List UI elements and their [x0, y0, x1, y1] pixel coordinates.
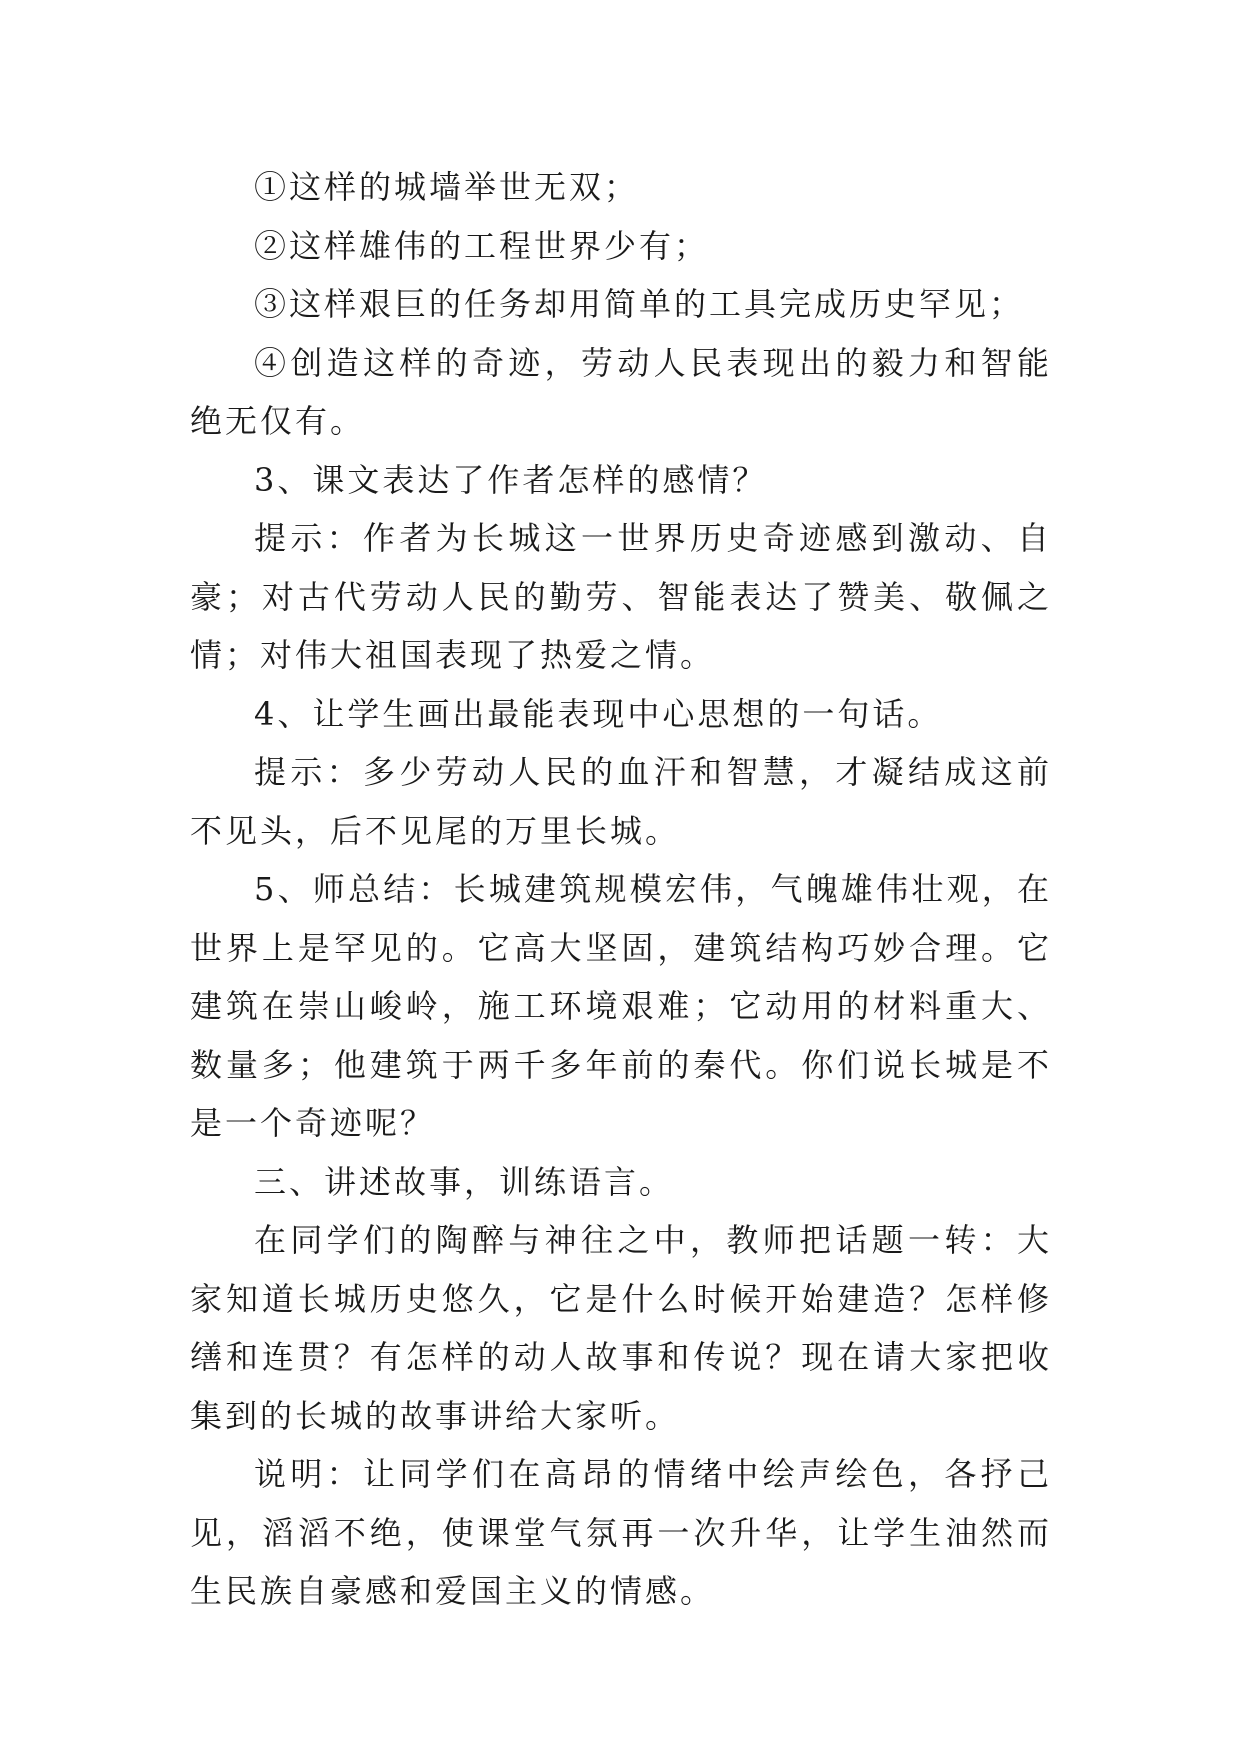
list-item-1: ①这样的城墙举世无双；	[254, 168, 640, 206]
explanation-paragraph: 说明：让同学们在高昂的情绪中绘声绘色，各抒己见，滔滔不绝，使课堂气氛再一次升华，让学生油然而生民族自豪感和爱国主义的情感。	[190, 1455, 1052, 1610]
question-4: 4、让学生画出最能表现中心思想的一句话。	[254, 694, 943, 733]
document-body	[190, 158, 1052, 1621]
storytelling-paragraph: 在同学们的陶醉与神往之中，教师把话题一转：大家知道长城历史悠久，它是什么时候开始建造？怎样修缮和连贯？有怎样的动人故事和传说？现在请大家把收集到的长城的故事讲给大家听。	[190, 1221, 1052, 1435]
list-item-2: ②这样雄伟的工程世界少有；	[254, 226, 710, 265]
list-item-4: ④创造这样的奇迹，劳动人民表现出的毅力和智能绝无仅有。	[190, 343, 1052, 440]
section-heading-3: 三、讲述故事，训练语言。	[254, 1162, 675, 1201]
list-item-3: ③这样艰巨的任务却用简单的工具完成历史罕见；	[254, 285, 1025, 323]
hint-4: 提示：多少劳动人民的血汗和智慧，才凝结成这前不见头，后不见尾的万里长城。	[190, 753, 1052, 850]
teacher-summary: 5、师总结：长城建筑规模宏伟，气魄雄伟壮观，在世界上是罕见的。它高大坚固，建筑结构巧妙合理。它建筑在崇山峻岭，施工环境艰难；它动用的材料重大、数量多；他建筑于两千多年前的秦代。你们说长城是不是一个奇迹呢？	[190, 870, 1052, 1142]
hint-3: 提示：作者为长城这一世界历史奇迹感到激动、自豪；对古代劳动人民的勤劳、智能表达了赞美、敬佩之情；对伟大祖国表现了热爱之情。	[190, 519, 1052, 674]
question-3: 3、课文表达了作者怎样的感情？	[254, 460, 768, 499]
